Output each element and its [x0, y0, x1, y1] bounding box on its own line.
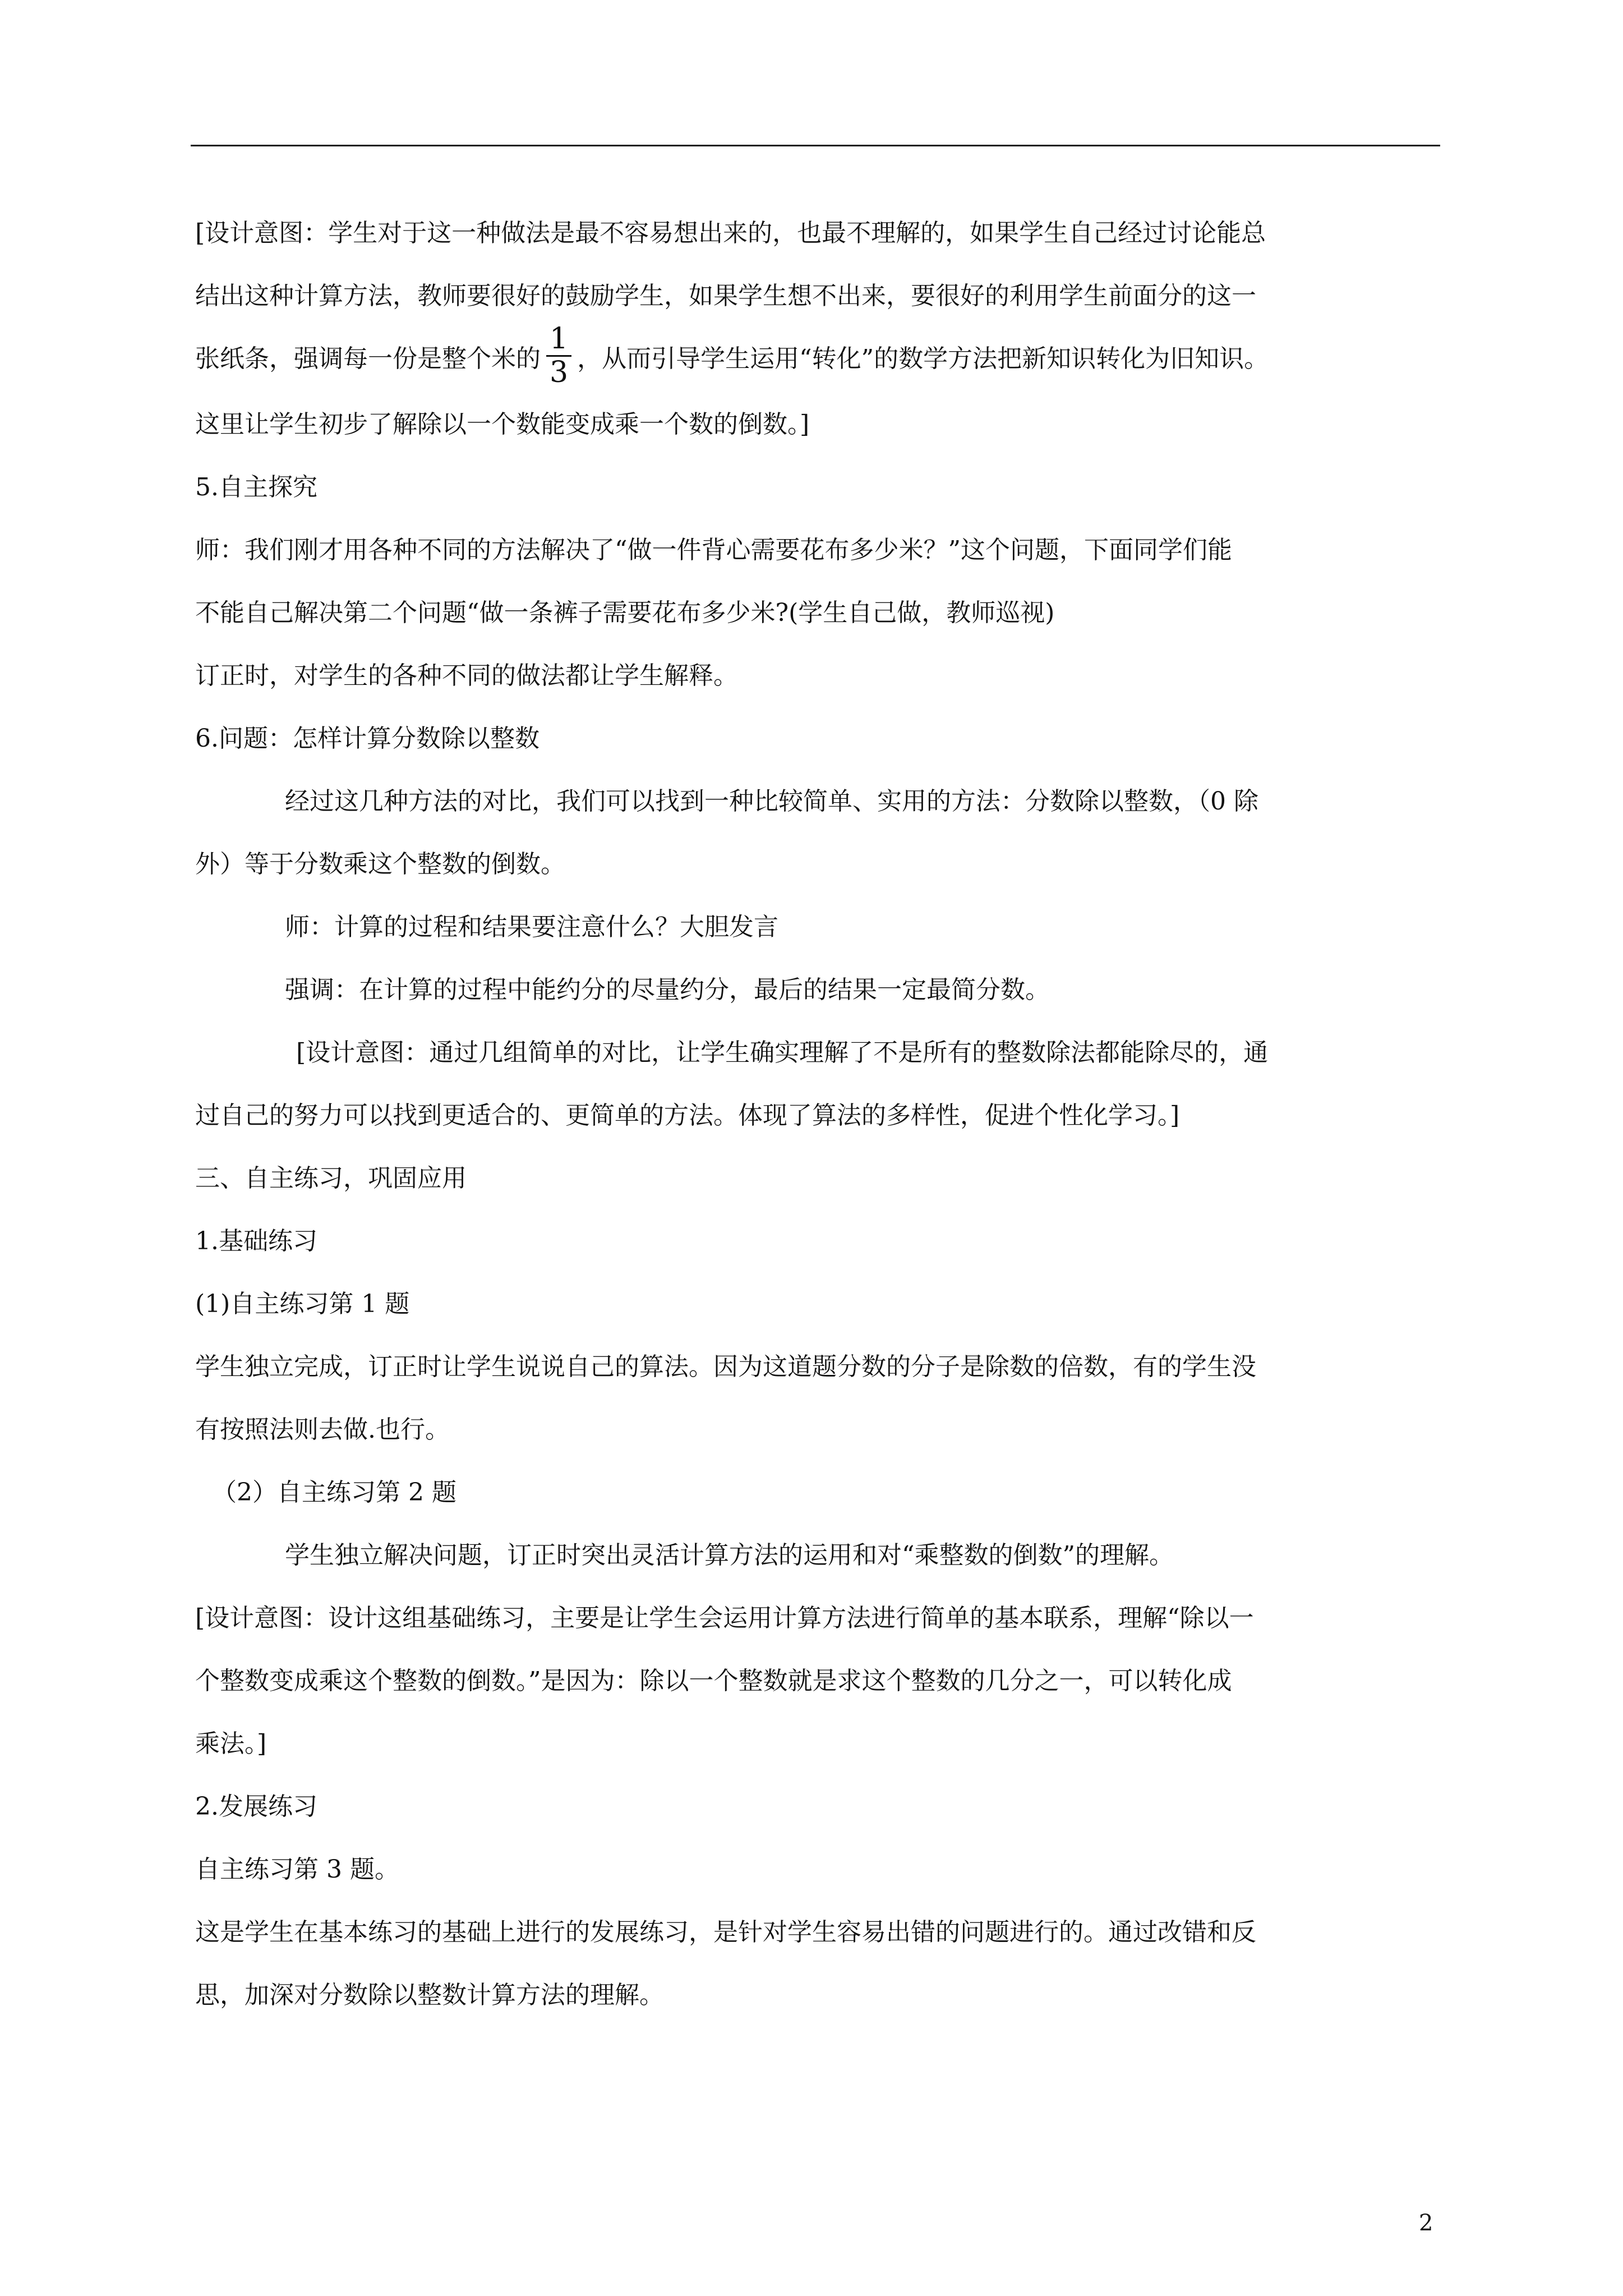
line-3-text-before-fraction: 张纸条，强调每一份是整个米的	[195, 344, 541, 374]
design-intent-3-line-1: [设计意图：设计这组基础练习，主要是让学生会运用计算方法进行简单的基本联系，理解“除以一	[195, 1604, 1254, 1633]
exercise-3-note-line-1: 这是学生在基本练习的基础上进行的发展练习，是针对学生容易出错的问题进行的。通过改错和反	[195, 1918, 1256, 1947]
line-3-text-after-fraction: ，从而引导学生运用“转化”的数学方法把新知识转化为旧知识。	[577, 344, 1269, 374]
design-intent-3-line-2: 个整数变成乘这个整数的倒数。”是因为：除以一个整数就是求这个整数的几分之一，可以转化成	[195, 1667, 1232, 1696]
design-intent-2-line-2: 过自己的努力可以找到更适合的、更简单的方法。体现了算法的多样性，促进个性化学习。]	[195, 1101, 1180, 1130]
teacher-question-line-2: 不能自己解决第二个问题“做一条裤子需要花布多少米?(学生自己做，教师巡视)	[195, 599, 1055, 628]
document-body	[195, 202, 1441, 2027]
design-intent-1-line-3	[195, 322, 1441, 393]
fraction-numerator: 1	[546, 323, 571, 357]
section-3-heading: 三、自主练习，巩固应用	[195, 1164, 467, 1193]
method-summary-line-2: 外）等于分数乘这个整数的倒数。	[195, 850, 565, 879]
exercise-3-note-line-2: 思，加深对分数除以整数计算方法的理解。	[195, 1981, 664, 2010]
heading-5-self-exploration: 5.自主探究	[195, 473, 317, 502]
exercise-3-heading: 自主练习第 3 题。	[195, 1855, 399, 1884]
correction-note: 订正时，对学生的各种不同的做法都让学生解释。	[195, 661, 738, 691]
design-intent-1-line-1: [设计意图：学生对于这一种做法是最不容易想出来的，也最不理解的，如果学生自己经过讨论能总	[195, 219, 1266, 247]
header-rule	[191, 145, 1440, 146]
design-intent-1-line-2: 结出这种计算方法，教师要很好的鼓励学生，如果学生想不出来，要很好的利用学生前面分的这一	[195, 282, 1256, 310]
fraction-denominator: 3	[550, 356, 569, 390]
heading-6-question: 6.问题：怎样计算分数除以整数	[195, 724, 540, 753]
development-practice-heading: 2.发展练习	[195, 1792, 317, 1821]
exercise-1-heading: (1)自主练习第 1 题	[195, 1290, 410, 1319]
exercise-2-note: 学生独立解决问题，订正时突出灵活计算方法的运用和对“乘整数的倒数”的理解。	[285, 1541, 1174, 1570]
teacher-prompt: 师：计算的过程和结果要注意什么？大胆发言	[285, 913, 778, 942]
basic-practice-heading: 1.基础练习	[195, 1227, 317, 1256]
exercise-2-heading: （2）自主练习第 2 题	[212, 1478, 457, 1507]
method-summary-line-1: 经过这几种方法的对比，我们可以找到一种比较简单、实用的方法：分数除以整数，（0 除	[285, 787, 1258, 816]
design-intent-1-line-4: 这里让学生初步了解除以一个数能变成乘一个数的倒数。]	[195, 410, 810, 439]
page-number: 2	[1419, 2210, 1433, 2236]
design-intent-2-line-1: [设计意图：通过几组简单的对比，让学生确实理解了不是所有的整数除法都能除尽的，通	[296, 1038, 1269, 1068]
exercise-1-note-line-1: 学生独立完成，订正时让学生说说自己的算法。因为这道题分数的分子是除数的倍数，有的学生没	[195, 1352, 1256, 1382]
emphasis-note: 强调：在计算的过程中能约分的尽量约分，最后的结果一定最简分数。	[285, 976, 1050, 1005]
fraction-one-third	[546, 323, 571, 389]
design-intent-3-line-3: 乘法。]	[195, 1729, 267, 1759]
exercise-1-note-line-2: 有按照法则去做.也行。	[195, 1415, 450, 1444]
teacher-question-line-1: 师：我们刚才用各种不同的方法解决了“做一件背心需要花布多少米？”这个问题，下面同学们能	[195, 536, 1232, 565]
